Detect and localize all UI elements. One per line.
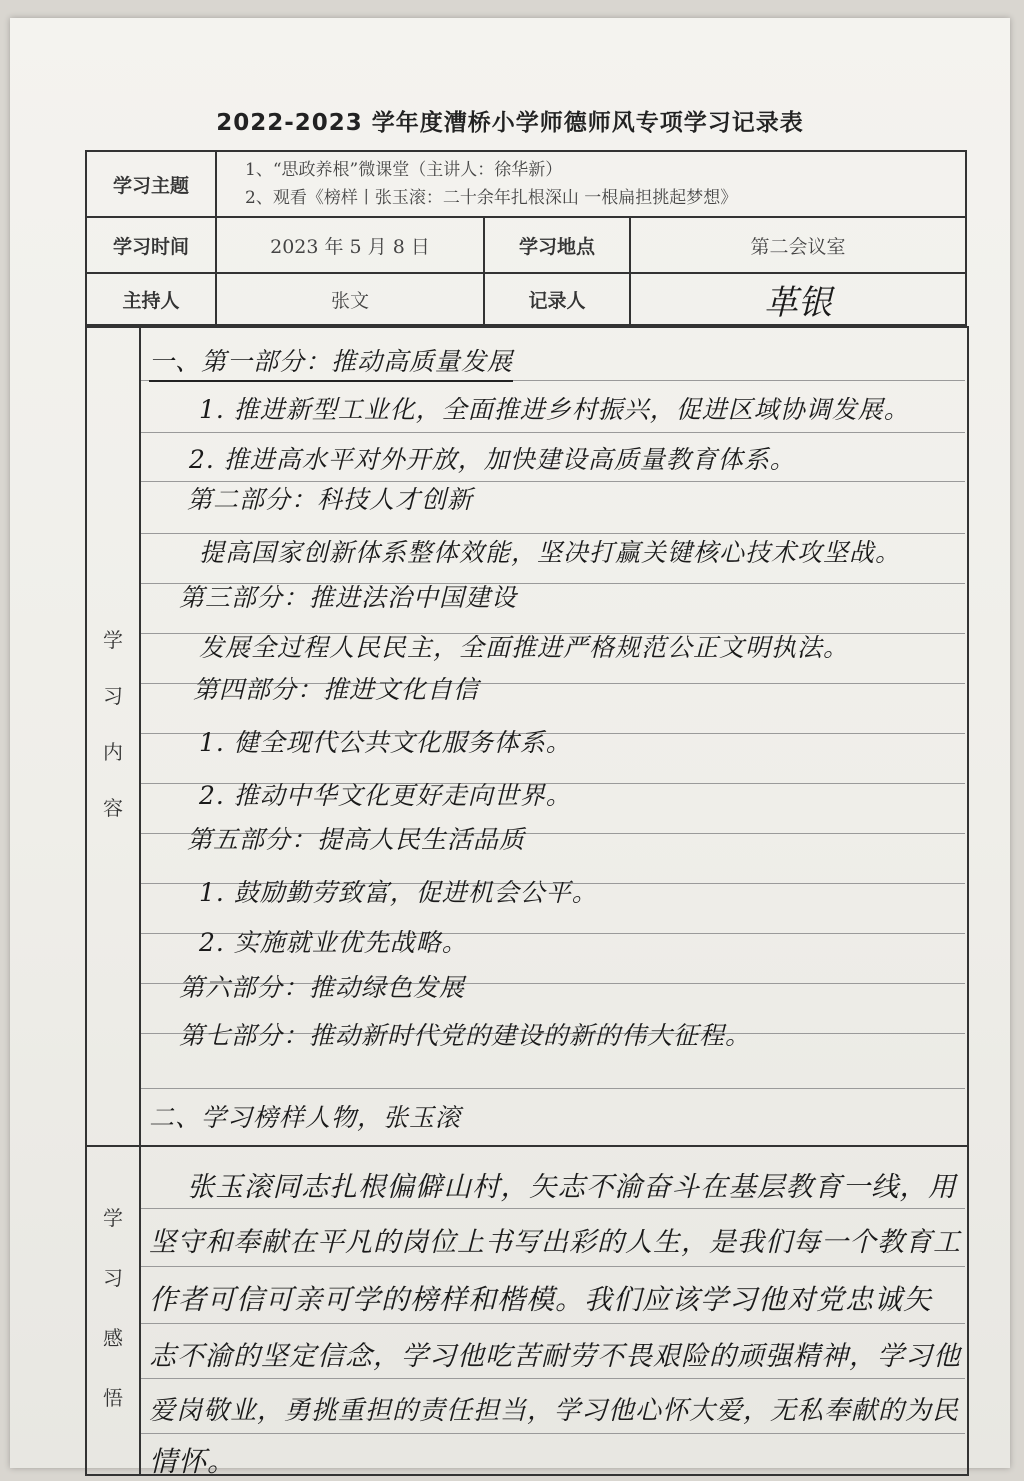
content-line-10: 2. 推动中华文化更好走向世界。 bbox=[199, 781, 572, 810]
reflection-label-char: 悟 bbox=[103, 1386, 123, 1410]
topic-value bbox=[216, 151, 966, 217]
content-line-16: 二、学习榜样人物，张玉滚 bbox=[149, 1103, 462, 1132]
recorder-name: 革银 bbox=[764, 282, 832, 323]
reflection-line-6: 情怀。 bbox=[149, 1445, 237, 1478]
reflection-label-char: 习 bbox=[103, 1266, 123, 1290]
ruled-line bbox=[141, 432, 965, 433]
content-label-char: 习 bbox=[103, 684, 123, 708]
topic-label: 学习主题 bbox=[86, 151, 216, 217]
recorder-signature bbox=[630, 273, 966, 325]
reflection-label-char: 学 bbox=[103, 1206, 123, 1230]
section-divider bbox=[87, 1145, 967, 1147]
content-line-3: 2. 推进高水平对外开放，加快建设高质量教育体系。 bbox=[189, 445, 796, 474]
content-label-char: 内 bbox=[103, 740, 123, 764]
content-line-9: 1. 健全现代公共文化服务体系。 bbox=[199, 728, 572, 757]
topic-line-1: 1、“思政养根”微课堂（主讲人：徐华新） bbox=[245, 160, 563, 180]
reflection-label-char: 感 bbox=[103, 1326, 123, 1350]
time-value: 2023 年 5 月 8 日 bbox=[216, 217, 484, 273]
place-label: 学习地点 bbox=[484, 217, 630, 273]
recorder-label: 记录人 bbox=[484, 273, 630, 325]
content-line-8: 第四部分：推进文化自信 bbox=[193, 675, 480, 704]
host-label: 主持人 bbox=[86, 273, 216, 325]
content-line-13: 2. 实施就业优先战略。 bbox=[199, 928, 468, 957]
content-label bbox=[87, 612, 139, 836]
record-sheet bbox=[10, 18, 1010, 1478]
content-line-15: 第七部分：推动新时代党的建设的新的伟大征程。 bbox=[179, 1021, 752, 1050]
content-line-2: 1. 推进新型工业化，全面推进乡村振兴，促进区域协调发展。 bbox=[199, 395, 910, 424]
content-line-1: 一、第一部分：推动高质量发展 bbox=[149, 342, 513, 382]
content-label-char: 学 bbox=[103, 628, 123, 652]
time-label: 学习时间 bbox=[86, 217, 216, 273]
content-section bbox=[85, 326, 969, 1476]
content-line-12: 1. 鼓励勤劳致富，促进机会公平。 bbox=[199, 878, 598, 907]
column-divider bbox=[139, 328, 141, 1474]
content-line-4: 第二部分：科技人才创新 bbox=[187, 485, 474, 514]
topic-line-2: 2、观看《榜样丨张玉滚：二十余年扎根深山 一根扁担挑起梦想》 bbox=[245, 188, 738, 208]
ruled-line bbox=[141, 1266, 965, 1267]
ruled-line bbox=[141, 1323, 965, 1324]
content-line-11: 第五部分：提高人民生活品质 bbox=[187, 825, 526, 854]
reflection-label bbox=[87, 1188, 139, 1428]
reflection-line-5: 爱岗敬业，勇挑重担的责任担当，学习他心怀大爱，无私奉献的为民 bbox=[149, 1396, 960, 1426]
content-label-char: 容 bbox=[103, 796, 123, 820]
ruled-line bbox=[141, 1208, 965, 1209]
reflection-line-1: 张玉滚同志扎根偏僻山村，矢志不渝奋斗在基层教育一线，用 bbox=[187, 1171, 957, 1203]
reflection-line-2: 坚守和奉献在平凡的岗位上书写出彩的人生，是我们每一个教育工 bbox=[149, 1227, 961, 1258]
content-line-14: 第六部分：推动绿色发展 bbox=[179, 973, 466, 1002]
ruled-line bbox=[141, 1433, 965, 1434]
document-title: 2022-2023 学年度漕桥小学师德师风专项学习记录表 bbox=[216, 110, 804, 136]
content-line-6: 第三部分：推进法治中国建设 bbox=[179, 583, 518, 612]
host-value: 张文 bbox=[216, 273, 484, 325]
place-value: 第二会议室 bbox=[630, 217, 966, 273]
ruled-line bbox=[141, 1088, 965, 1089]
content-line-7: 发展全过程人民民主，全面推进严格规范公正文明执法。 bbox=[199, 633, 850, 662]
ruled-line bbox=[141, 1378, 965, 1379]
header-table bbox=[85, 150, 967, 326]
content-line-5: 提高国家创新体系整体效能，坚决打赢关键核心技术攻坚战。 bbox=[199, 538, 902, 567]
reflection-line-4: 志不渝的坚定信念，学习他吃苦耐劳不畏艰险的顽强精神，学习他 bbox=[149, 1341, 961, 1372]
reflection-line-3: 作者可信可亲可学的榜样和楷模。我们应该学习他对党忠诚矢 bbox=[149, 1283, 933, 1316]
